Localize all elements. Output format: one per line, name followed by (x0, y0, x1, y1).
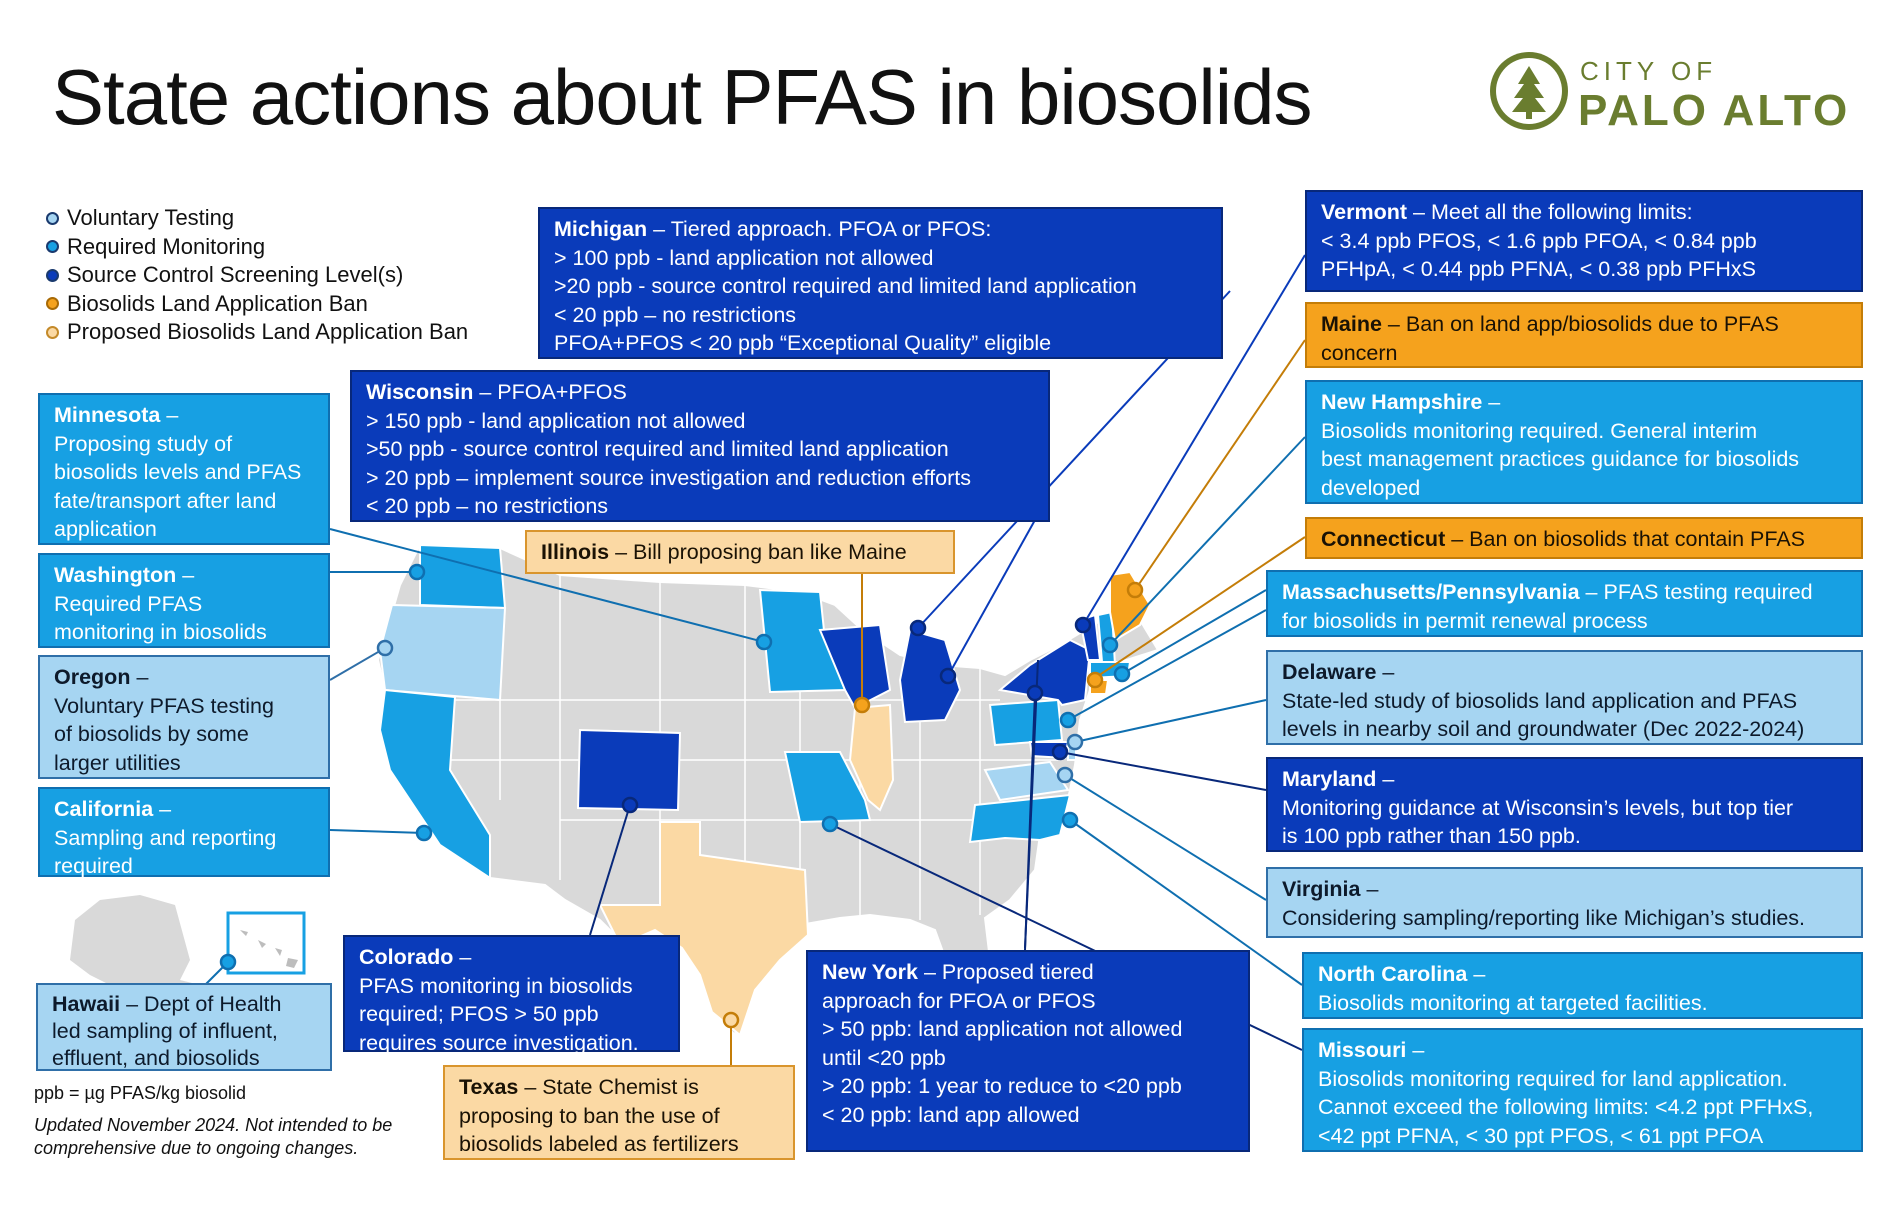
marker-minnesota (757, 635, 771, 649)
units-footnote: ppb = µg PFAS/kg biosolid (34, 1083, 247, 1103)
marker-maine (1128, 583, 1142, 597)
marker-virginia (1058, 768, 1072, 782)
updated-note: Updated November 2024. Not intended to be comprehensive due to ongoing changes. (34, 1115, 393, 1158)
legend-item-required: Required Monitoring (46, 233, 468, 262)
marker-illinois (855, 698, 869, 712)
state-hawaii (240, 930, 298, 968)
state-pennsylvania (990, 700, 1062, 745)
callout-new-york: New York – Proposed tiered approach for PFOA or PFOS > 50 ppb: land application not allowed until <20 ppb > 20 ppb: 1 year to reduce to <20 ppb < 20 ppb: land app allowed (806, 950, 1250, 1152)
callout-massachusetts-pennsylvania: Massachusetts/Pennsylvania – PFAS testing required for biosolids in permit renewal process (1266, 570, 1863, 637)
callout-north-carolina: North Carolina – Biosolids monitoring at targeted facilities. (1302, 952, 1863, 1019)
marker-connecticut (1088, 673, 1102, 687)
callout-wisconsin: Wisconsin – PFOA+PFOS > 150 ppb - land application not allowed >50 ppb - source control required and limited land application > 20 ppb – implement source investigation and reduction efforts < 20 ppb – no restrictions (350, 370, 1050, 522)
callout-colorado: Colorado – PFAS monitoring in biosolids required; PFOS > 50 ppb requires source investigation. (343, 935, 680, 1052)
callout-maine: Maine – Ban on land app/biosolids due to PFAS concern (1305, 302, 1863, 368)
callout-delaware: Delaware – State-led study of biosolids land application and PFAS levels in nearby soil and groundwater (Dec 2022-2024) (1266, 650, 1863, 745)
marker-oregon (378, 641, 392, 655)
marker-delaware (1068, 735, 1082, 749)
callout-washington: Washington – Required PFAS monitoring in biosolids (38, 553, 330, 648)
callout-california: California – Sampling and reporting required (38, 787, 330, 877)
callout-missouri: Missouri – Biosolids monitoring required for land application. Cannot exceed the following limits: <4.2 ppt PFHxS, <42 ppt PFNA, < 30 ppt PFOS, < 61 ppt PFOA (1302, 1028, 1863, 1152)
marker-vermont (1076, 618, 1090, 632)
callout-virginia: Virginia – Considering sampling/reporting like Michigan’s studies. (1266, 867, 1863, 938)
state-alaska (70, 895, 200, 990)
legend-item-ban: Biosolids Land Application Ban (46, 290, 468, 319)
marker-north-carolina (1063, 813, 1077, 827)
callout-minnesota: Minnesota – Proposing study of biosolids levels and PFAS fate/transport after land application (38, 393, 330, 545)
marker-new-york (1028, 686, 1042, 700)
callout-connecticut: Connecticut – Ban on biosolids that contain PFAS (1305, 517, 1863, 559)
callout-oregon: Oregon – Voluntary PFAS testing of biosolids by some larger utilities (38, 655, 330, 779)
legend-item-source-control: Source Control Screening Level(s) (46, 261, 468, 290)
marker-hawaii (221, 955, 235, 969)
callout-new-hampshire: New Hampshire – Biosolids monitoring required. General interim best management practices guidance for biosolids developed (1305, 380, 1863, 504)
page-title: State actions about PFAS in biosolids (52, 53, 1312, 141)
state-oregon (380, 605, 505, 700)
logo-text-palo-alto: PALO ALTO (1578, 86, 1851, 135)
callout-maryland: Maryland – Monitoring guidance at Wisconsin’s levels, but top tier is 100 ppb rather than 150 ppb. (1266, 757, 1863, 852)
callout-illinois: Illinois – Bill proposing ban like Maine (525, 530, 955, 574)
marker-washington (410, 565, 424, 579)
marker-massachusetts (1115, 667, 1129, 681)
callout-hawaii: Hawaii – Dept of Health led sampling of influent, effluent, and biosolids (36, 983, 332, 1071)
marker-wisconsin (911, 621, 925, 635)
marker-colorado (623, 798, 637, 812)
state-washington (420, 545, 505, 608)
callout-vermont: Vermont – Meet all the following limits: < 3.4 ppb PFOS, < 1.6 ppb PFOA, < 0.84 ppb PFHpA, < 0.44 ppb PFNA, < 0.38 ppb PFHxS (1305, 190, 1863, 292)
marker-missouri (823, 817, 837, 831)
legend-item-proposed-ban: Proposed Biosolids Land Application Ban (46, 318, 468, 347)
logo-text-city-of: CITY OF (1580, 56, 1718, 86)
callout-texas: Texas – State Chemist is proposing to ban the use of biosolids labeled as fertilizers (443, 1065, 795, 1160)
marker-new-hampshire (1103, 638, 1117, 652)
callout-michigan: Michigan – Tiered approach. PFOA or PFOS: > 100 ppb - land application not allowed >20 ppb - source control required and limited land application < 20 ppb – no restrictions PFOA+PFOS < 20 ppb “Exceptional Quality” eligible (538, 207, 1223, 359)
marker-pennsylvania (1061, 713, 1075, 727)
marker-texas (724, 1013, 738, 1027)
marker-michigan (941, 669, 955, 683)
marker-california (417, 826, 431, 840)
marker-maryland (1053, 745, 1067, 759)
legend-item-voluntary: Voluntary Testing (46, 204, 468, 233)
